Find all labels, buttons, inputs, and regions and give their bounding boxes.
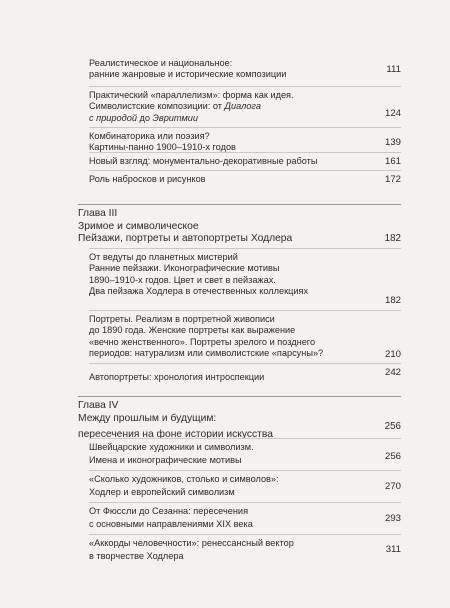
toc-entry-title bbox=[89, 131, 359, 154]
toc-line: Ранние пейзажи. Иконографические мотивы bbox=[89, 263, 280, 274]
toc-line: От ведуты до планетных мистерий bbox=[89, 252, 238, 262]
toc-page-number: 256 bbox=[384, 451, 401, 462]
toc-page-number: 293 bbox=[384, 513, 401, 524]
toc-entry bbox=[89, 152, 401, 167]
chapter-label: Глава III bbox=[78, 208, 118, 219]
toc-page-number: 124 bbox=[384, 108, 401, 119]
toc-entry bbox=[89, 127, 401, 154]
toc-entry bbox=[89, 55, 401, 81]
toc-line: с основными направлениями XIX века bbox=[89, 519, 253, 530]
chapter-title bbox=[78, 400, 358, 442]
toc-page-number: 311 bbox=[385, 544, 401, 555]
toc-entry bbox=[89, 534, 401, 563]
toc-line: От Фюссли до Сезанна: пересечения bbox=[89, 506, 249, 516]
chapter-title bbox=[78, 208, 358, 246]
toc-line: Символистские композиции: от Диалога bbox=[89, 101, 261, 112]
toc-line: Реалистическое и национальное: bbox=[89, 58, 233, 68]
toc-line: Ходлер и европейский символизм bbox=[89, 487, 235, 498]
toc-page-number: 111 bbox=[386, 64, 401, 75]
chapter-title-line: пересечения на фоне истории искусства bbox=[78, 429, 273, 441]
toc-line: Практический «параллелизм»: форма как идея. bbox=[89, 90, 294, 100]
chapter-title-line: Между прошлым и будущим: bbox=[78, 412, 217, 424]
toc-page-number: 210 bbox=[384, 349, 401, 360]
toc-page-number: 182 bbox=[384, 233, 401, 244]
toc-entry-title bbox=[89, 174, 359, 185]
toc-entry-title bbox=[89, 506, 359, 531]
toc-page-number: 256 bbox=[384, 421, 401, 432]
toc-line: Роль набросков и рисунков bbox=[89, 174, 206, 184]
chapter-title-line: Зримое и символическое bbox=[78, 220, 199, 232]
toc-line: Два пейзажа Ходлера в отечественных коллекциях bbox=[89, 285, 309, 296]
toc-page-number: 161 bbox=[384, 156, 401, 167]
chapter-label: Глава IV bbox=[78, 400, 119, 411]
toc-entry-title bbox=[89, 314, 359, 359]
toc-entry bbox=[89, 502, 401, 531]
toc-line: «Сколько художников, столько и символов»: bbox=[89, 474, 279, 484]
toc-entry bbox=[89, 470, 401, 499]
toc-entry-title bbox=[89, 474, 359, 499]
toc-entry bbox=[89, 310, 401, 359]
toc-entry bbox=[89, 363, 401, 383]
toc-page-number: 182 bbox=[384, 295, 401, 306]
toc-entry-title bbox=[89, 58, 359, 81]
toc-line: Новый взгляд: монументально-декоративные работы bbox=[89, 156, 318, 166]
toc-entry-title bbox=[89, 252, 359, 297]
toc-line: 1890–1910-х годов. Цвет и свет в пейзажах. bbox=[89, 274, 276, 285]
toc-entry bbox=[89, 86, 401, 124]
toc-entry-title bbox=[89, 538, 359, 563]
toc-line: Портреты. Реализм в портретной живописи bbox=[89, 314, 275, 324]
toc-page-number: 242 bbox=[384, 367, 401, 378]
toc-line: Имена и иконографические мотивы bbox=[89, 455, 242, 466]
toc-entry bbox=[89, 248, 401, 306]
chapter-heading bbox=[78, 204, 401, 246]
toc-line: ранние жанровые и исторические композиции bbox=[89, 69, 287, 80]
toc-line: в творчестве Ходлера bbox=[89, 551, 184, 562]
chapter-heading bbox=[78, 396, 401, 442]
toc-entry bbox=[89, 170, 401, 185]
toc-line: Картины-панно 1900–1910-х годов bbox=[89, 142, 236, 153]
toc-line: Швейцарские художники и символизм. bbox=[89, 442, 254, 452]
toc-entry-title bbox=[89, 367, 359, 383]
toc-line: Автопортреты: хронология интроспекции bbox=[89, 372, 265, 382]
toc-entry-title bbox=[89, 156, 359, 167]
toc-entry-title bbox=[89, 90, 359, 124]
toc-entry bbox=[89, 438, 401, 467]
toc-page-number: 139 bbox=[384, 137, 401, 148]
toc-page-number: 172 bbox=[384, 174, 401, 185]
toc-entry-title bbox=[89, 442, 359, 467]
toc-line: Комбинаторика или поэзия? bbox=[89, 131, 210, 141]
toc-line: «Аккорды человечности»: ренессансный вектор bbox=[89, 538, 294, 548]
toc-line: «вечно женственного». Портреты зрелого и позднего bbox=[89, 336, 316, 347]
toc-page-number: 270 bbox=[384, 481, 401, 492]
chapter-title-line: Пейзажи, портреты и автопортреты Ходлера bbox=[78, 233, 293, 245]
toc-line: до 1890 года. Женские портреты как выражение bbox=[89, 325, 296, 336]
toc-line: с природой до Эвритмии bbox=[89, 112, 198, 123]
toc-line: периодов: натурализм или символистские «парсуны»? bbox=[89, 347, 324, 358]
